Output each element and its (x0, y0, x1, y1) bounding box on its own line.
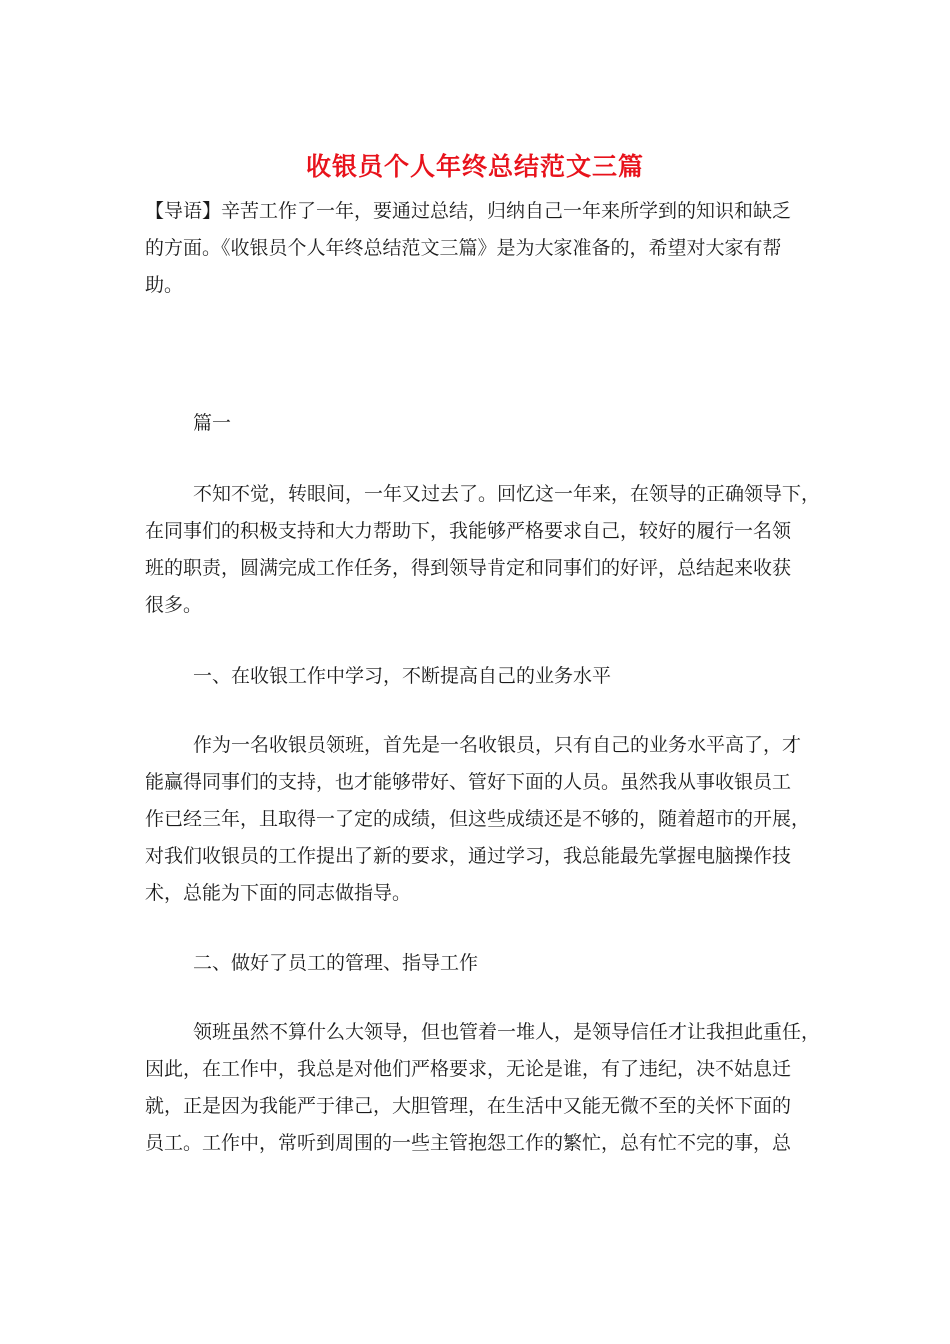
paragraph-line: 因此，在工作中，我总是对他们严格要求，无论是谁，有了违纪，决不姑息迁 (145, 1058, 792, 1080)
paragraph-line: 就，正是因为我能严于律己，大胆管理，在生活中又能无微不至的关怀下面的 (145, 1095, 792, 1117)
intro-line: 【导语】辛苦工作了一年，要通过总结，归纳自己一年来所学到的知识和缺乏 (145, 200, 792, 222)
section-heading: 二、做好了员工的管理、指导工作 (193, 952, 479, 974)
intro-line: 助。 (145, 274, 184, 296)
paragraph-line: 员工。工作中，常听到周围的一些主管抱怨工作的繁忙，总有忙不完的事，总 (145, 1132, 792, 1154)
paragraph-line: 作为一名收银员领班，首先是一名收银员，只有自己的业务水平高了，才 (193, 734, 802, 756)
paragraph-line: 很多。 (145, 594, 203, 616)
document-title: 收银员个人年终总结范文三篇 (305, 152, 644, 181)
paragraph-line: 在同事们的积极支持和大力帮助下，我能够严格要求自己，较好的履行一名领 (145, 520, 792, 542)
section-heading: 一、在收银工作中学习，不断提高自己的业务水平 (193, 665, 612, 687)
paragraph-line: 术，总能为下面的同志做指导。 (145, 882, 412, 904)
paragraph-line: 不知不觉，转眼间，一年又过去了。回忆这一年来，在领导的正确领导下， (193, 483, 821, 505)
paragraph-line: 班的职责，圆满完成工作任务，得到领导肯定和同事们的好评，总结起来收获 (145, 557, 792, 579)
paragraph-line: 领班虽然不算什么大领导，但也管着一堆人，是领导信任才让我担此重任， (193, 1021, 821, 1043)
paragraph-line: 对我们收银员的工作提出了新的要求，通过学习，我总能最先掌握电脑操作技 (145, 845, 792, 867)
section-label: 篇一 (193, 412, 232, 434)
paragraph-line: 能赢得同事们的支持，也才能够带好、管好下面的人员。虽然我从事收银员工 (145, 771, 792, 793)
intro-line: 的方面。《收银员个人年终总结范文三篇》是为大家准备的，希望对大家有帮 (145, 237, 782, 259)
paragraph-line: 作已经三年，且取得一了定的成绩，但这些成绩还是不够的，随着超市的开展， (145, 808, 811, 830)
